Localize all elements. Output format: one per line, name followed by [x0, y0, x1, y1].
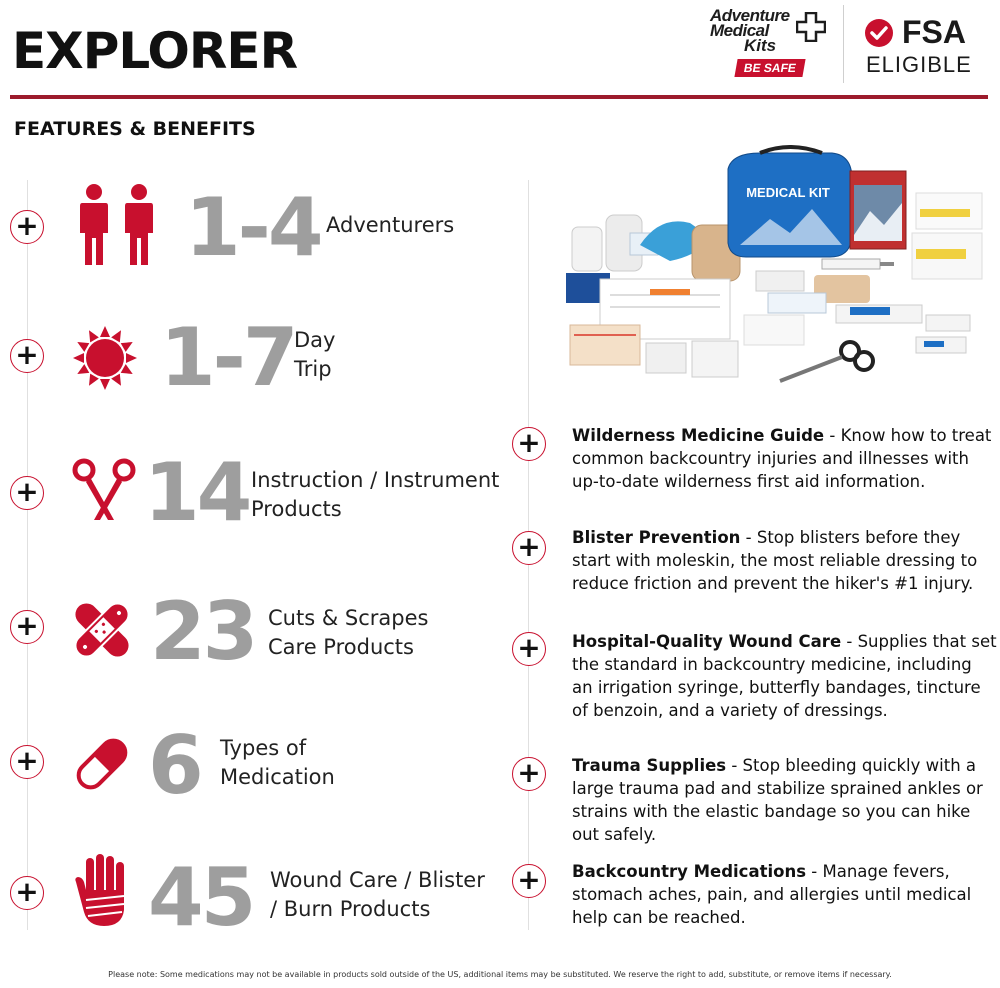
stat-number: 14: [144, 446, 250, 539]
brand-tagline: BE SAFE: [734, 59, 805, 77]
brand-line-3: Kits: [744, 36, 777, 55]
stat-number: 6: [148, 719, 201, 812]
bandage-icon: [72, 600, 132, 660]
scissors-icon: [72, 458, 136, 524]
section-title: FEATURES & BENEFITS: [14, 118, 256, 140]
feature-text: - Stop blisters before they start with moleskin, the most reliable dressing to reduce friction and prevent the hiker's #1 injury.: [572, 528, 978, 593]
brand-line-2: Medical: [710, 21, 769, 40]
feature-title: Backcountry Medications: [572, 862, 807, 881]
sun-icon: [72, 325, 138, 391]
feature-item: [572, 526, 997, 595]
stat-label: Day Trip: [294, 328, 336, 381]
page-title: EXPLORER: [12, 22, 298, 80]
pill-icon: [72, 734, 132, 794]
expand-plus-icon[interactable]: +: [512, 427, 546, 461]
feature-title: Blister Prevention: [572, 528, 741, 547]
stat-number: 1-4: [185, 181, 321, 274]
header-rule: [10, 95, 988, 99]
brand-line-1: Adventure: [710, 6, 790, 25]
stat-label: Cuts & Scrapes Care Products: [268, 606, 429, 659]
feature-item: [572, 754, 997, 846]
expand-plus-icon[interactable]: +: [512, 864, 546, 898]
feature-item: [572, 860, 997, 929]
kit-bag-label: MEDICAL KIT: [746, 185, 830, 200]
footnote: Please note: Some medications may not be available in products sold outside of the US, additional items may be substituted. We reserve the right to add, substitute, or remove items if necessary.: [108, 970, 892, 979]
expand-plus-icon[interactable]: +: [512, 757, 546, 791]
expand-plus-icon[interactable]: +: [10, 876, 44, 910]
feature-item: [572, 424, 997, 493]
brand-cross-icon: [796, 12, 826, 42]
expand-plus-icon[interactable]: +: [10, 476, 44, 510]
feature-text: - Supplies that set the standard in backcountry medicine, including an irrigation syringe, butterfly bandages, tincture of benzoin, and a variety of dressings.: [572, 632, 997, 720]
feature-text: - Manage fevers, stomach aches, pain, and allergies until medical help can be reached.: [572, 862, 972, 927]
stat-label: Types of Medication: [220, 736, 335, 789]
left-column-guide: [27, 180, 28, 930]
stat-label: Instruction / Instrument Products: [251, 468, 500, 521]
stat-number: 23: [150, 585, 256, 678]
feature-title: Wilderness Medicine Guide: [572, 426, 825, 445]
fsa-eligible-label: ELIGIBLE: [866, 52, 972, 77]
stat-number: 45: [148, 851, 254, 944]
expand-plus-icon[interactable]: +: [10, 745, 44, 779]
stat-label: Adventurers: [326, 213, 455, 237]
header-divider: [843, 5, 844, 83]
expand-plus-icon[interactable]: +: [10, 339, 44, 373]
expand-plus-icon[interactable]: +: [512, 531, 546, 565]
product-image: [560, 145, 992, 385]
feature-title: Hospital-Quality Wound Care: [572, 632, 842, 651]
fsa-label: FSA: [902, 14, 966, 50]
stat-number: 1-7: [160, 311, 296, 404]
feature-text: - Know how to treat common backcountry injuries and illnesses with up-to-date wilderness first aid information.: [572, 426, 992, 491]
expand-plus-icon[interactable]: +: [512, 632, 546, 666]
expand-plus-icon[interactable]: +: [10, 210, 44, 244]
feature-item: [572, 630, 997, 722]
feature-title: Trauma Supplies: [572, 756, 727, 775]
feature-text: - Stop bleeding quickly with a large trauma pad and stabilize sprained ankles or strains with the elastic bandage so you can hike out safely.: [572, 756, 983, 844]
check-circle-icon: [864, 18, 894, 48]
stat-label: Wound Care / Blister / Burn Products: [270, 868, 485, 921]
hand-icon: [72, 852, 132, 928]
people-icon: [72, 183, 162, 267]
expand-plus-icon[interactable]: +: [10, 610, 44, 644]
brand-logo: [704, 6, 834, 78]
